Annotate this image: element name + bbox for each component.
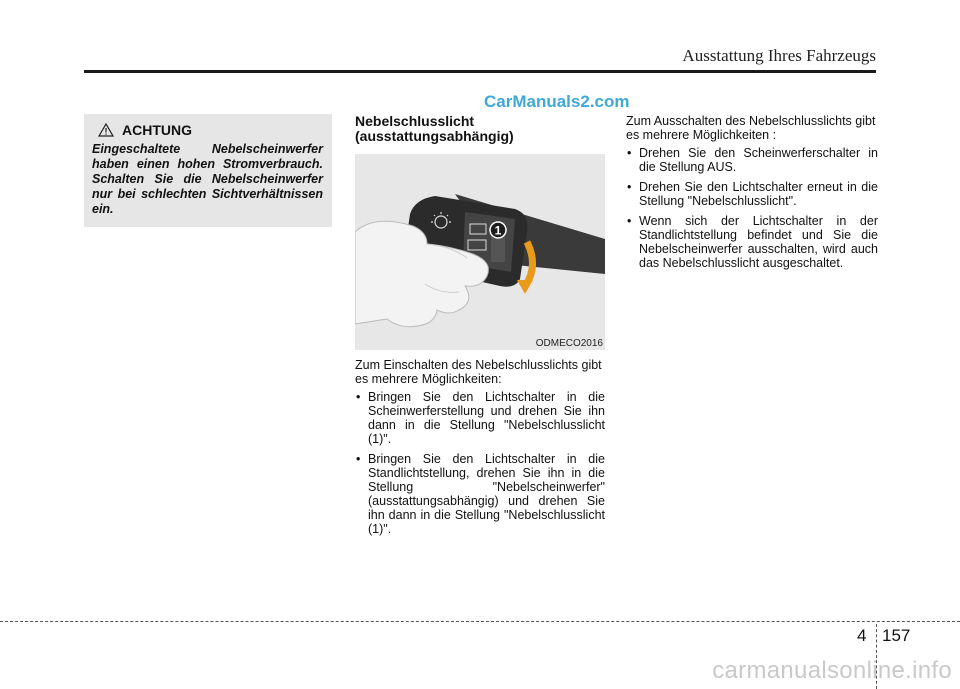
light-switch-illustration: [355, 154, 605, 350]
chapter-number: 4: [857, 626, 867, 645]
caution-text: Eingeschaltete Nebelscheinwerfer haben einen hohen Stromverbrauch. Schalten Sie die Nebelscheinwerfer nur bei schlechten Sichtverhältnissen ein.: [92, 142, 323, 216]
figure-code: ODMECO2016: [535, 338, 603, 349]
figure-callout-number: 1: [494, 223, 502, 238]
footer-rule: [0, 621, 960, 622]
column-right: [626, 114, 878, 276]
list-item: • Drehen Sie den Scheinwerferschalter in die Stellung AUS.: [626, 146, 878, 174]
list-item: • Bringen Sie den Lichtschalter in die Scheinwerferstellung und drehen Sie ihn dann in die Stellung "Nebelschlusslicht (1)".: [355, 390, 605, 446]
page-number: 157: [882, 626, 911, 645]
section-title: Nebelschlusslicht (ausstattungsabhängig): [355, 113, 514, 144]
caution-header: [92, 122, 323, 138]
intro-off-text: Zum Ausschalten des Nebelschlusslichts gibt es mehrere Möglichkeiten :: [626, 114, 876, 142]
column-middle: [355, 114, 605, 542]
intro-on-text: Zum Einschalten des Nebelschlusslichts gibt es mehrere Möglichkeiten:: [355, 358, 602, 386]
caution-title: ACHTUNG: [122, 122, 192, 138]
list-item: • Wenn sich der Lichtschalter in der Standlichtstellung befindet und Sie die Nebelscheinwerfer ausschalten, wird auch das Nebelschlusslicht ausgeschaltet.: [626, 214, 878, 270]
warning-triangle-icon: [98, 123, 114, 137]
off-options-list: [626, 146, 878, 270]
figure-light-switch: [355, 154, 605, 350]
section-header-title: Ausstattung Ihres Fahrzeugs: [682, 46, 876, 65]
watermark-link[interactable]: CarManuals2.com: [484, 92, 630, 111]
watermark-bottom: carmanualsonline.info: [712, 657, 952, 684]
list-item: • Bringen Sie den Lichtschalter in die Standlichtstellung, drehen Sie ihn in die Stellung "Nebelscheinwerfer" (ausstattungsabhängig) und drehen Sie ihn dann in die Stellung "Nebelschlusslicht (1)".: [355, 452, 605, 536]
header-rule: [84, 70, 876, 73]
on-options-list: [355, 390, 605, 536]
list-item: • Drehen Sie den Lichtschalter erneut in die Stellung "Nebelschlusslicht".: [626, 180, 878, 208]
caution-box: [84, 114, 332, 227]
